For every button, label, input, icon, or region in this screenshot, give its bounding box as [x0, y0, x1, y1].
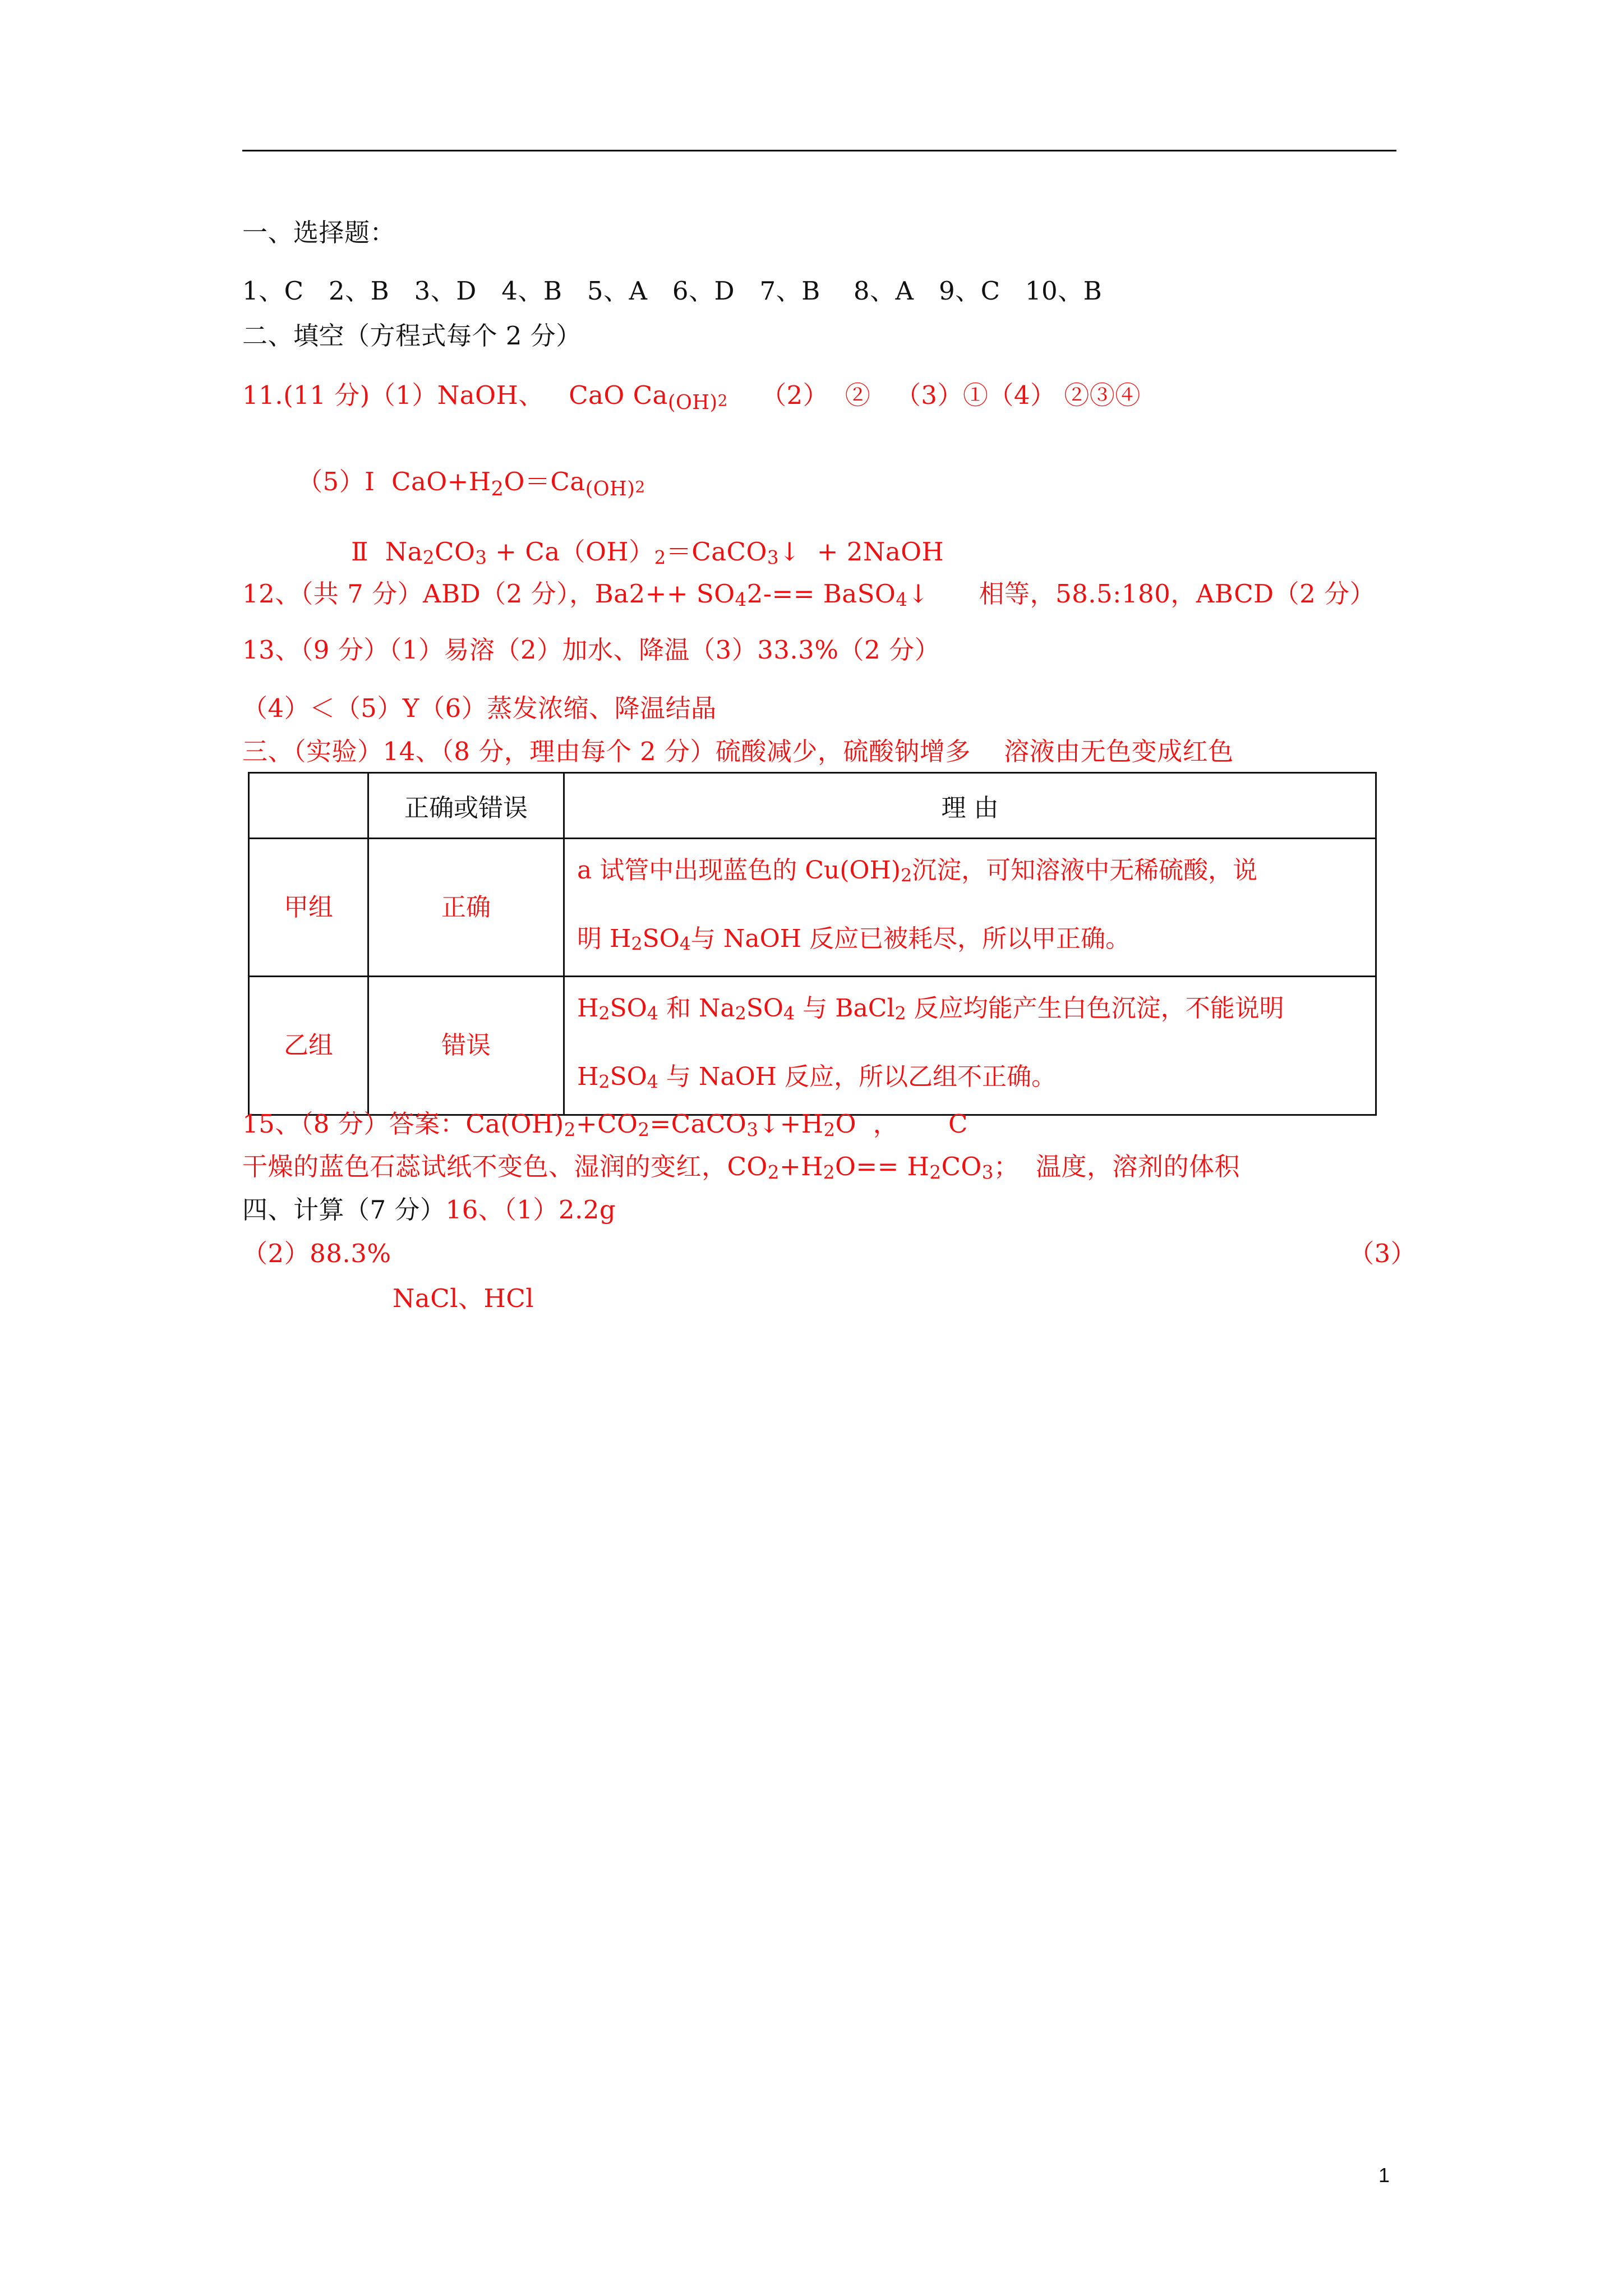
table-header-row [249, 773, 1376, 839]
section1-answers: 1、C 2、B 3、D 4、B 5、A 6、D 7、B 8、A 9、C 10、B [242, 276, 1103, 306]
q15-line: 15、（8 分）答案：Ca(OH)2+CO2=CaCO3↓+H2O ， C [242, 1109, 968, 1140]
section1-heading: 一、选择题： [242, 218, 396, 247]
table-cell-reason: a 试管中出现蓝色的 Cu(OH)2沉淀，可知溶液中无稀硫酸，说 明 H2SO4与 NaOH 反应已被耗尽，所以甲正确。 [564, 839, 1376, 977]
q11-part5-line: （5）Ⅰ CaO+H2O＝Ca(OH)2 [297, 467, 645, 500]
q15-line-2: 干燥的蓝色石蕊试纸不变色、湿润的变红，CO2+H2O== H2CO3； 温度，溶剂的体积 [242, 1152, 1241, 1183]
q13-line-2: （4）＜（5）Y（6）蒸发浓缩、降温结晶 [242, 693, 717, 723]
table-cell-group: 甲组 [249, 839, 368, 977]
table-header-verdict: 正确或错误 [368, 773, 564, 839]
q11-line: 11.(11 分)（1）NaOH、 CaO Ca(OH)2 （2） ② （3）①（4） ②③④ [242, 380, 1141, 414]
q13-line: 13、（9 分）（1）易溶（2）加水、降温（3）33.3%（2 分） [242, 635, 940, 665]
q12-line: 12、（共 7 分）ABD（2 分），Ba2++ SO42-== BaSO4↓ 相等，58.5:180，ABCD（2 分） [242, 579, 1376, 610]
q16-part3-label: （3） [1349, 1239, 1417, 1268]
q16-part2: （2）88.3% [242, 1239, 391, 1268]
table-cell-reason: H2SO4 和 Na2SO4 与 BaCl2 反应均能产生白色沉淀，不能说明 H2SO4 与 NaOH 反应，所以乙组不正确。 [564, 977, 1376, 1115]
table-row [249, 839, 1376, 977]
section2-heading: 二、填空（方程式每个 2 分） [242, 321, 582, 351]
table-row [249, 977, 1376, 1115]
header-rule [242, 150, 1396, 151]
table-cell-group: 乙组 [249, 977, 368, 1115]
section4-heading: 四、计算（7 分）16、（1）2.2g [242, 1195, 616, 1225]
table-cell-verdict: 错误 [368, 977, 564, 1115]
answer-table [248, 772, 1377, 1116]
q11-part5-II-line: Ⅱ Na2CO3 + Ca（OH）2＝CaCO3↓ + 2NaOH [351, 537, 944, 568]
q14-line: 三、（实验）14、（8 分，理由每个 2 分）硫酸减少，硫酸钠增多 溶液由无色变成红色 [242, 737, 1234, 766]
table-cell-verdict: 正确 [368, 839, 564, 977]
q16-part3-answer: NaCl、HCl [393, 1283, 534, 1313]
page-number: 1 [1378, 2164, 1390, 2187]
table-header-empty [249, 773, 368, 839]
table-header-reason: 理 由 [564, 773, 1376, 839]
